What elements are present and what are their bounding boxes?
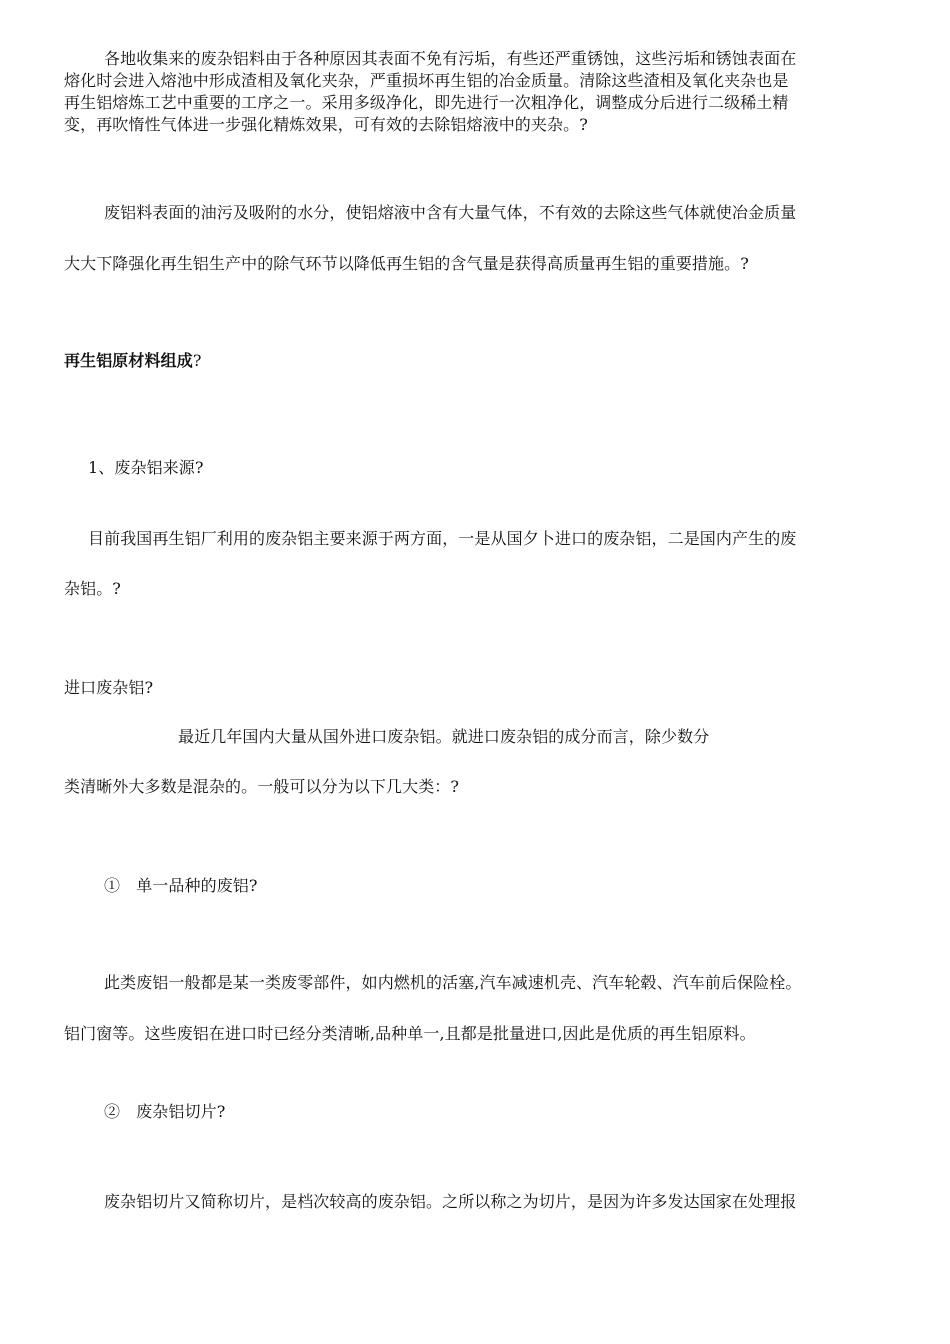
section-title-text: 再生铝原材料组成 (64, 351, 193, 370)
paragraph3-line1: 目前我国再生铝厂利用的废杂铝主要来源于两方面，一是从国夕卜进口的废杂铝，二是国内产生的废 (88, 529, 797, 548)
imported-title: 进口废杂铝? (64, 678, 154, 697)
item1-title: ① 单一品种的废铝? (104, 876, 258, 895)
paragraph3-line2: 杂铝。? (64, 579, 121, 598)
paragraph1-line2: 熔化时会进入熔池中形成渣相及氧化夹杂，严重损坏再生铝的冶金质量。清除这些渣相及氧化夹杂也是 (64, 71, 789, 90)
paragraph4-line2: 类清晰外大多数是混杂的。一般可以分为以下几大类：? (64, 777, 460, 796)
subsection1-title: 1、废杂铝来源? (88, 458, 204, 477)
paragraph1-line3: 再生铝熔炼工艺中重要的工序之一。采用多级净化，即先进行一次粗净化，调整成分后进行二级稀土精 (64, 93, 789, 112)
paragraph2-line2: 大大下降强化再生铝生产中的除气环节以降低再生铝的含气量是获得高质量再生铝的重要措施。? (64, 254, 749, 273)
paragraph4-line1: 最近几年国内大量从国外进口废杂铝。就进口废杂铝的成分而言，除少数分 (178, 727, 710, 746)
paragraph1-line1: 各地收集来的废杂铝料由于各种原因其表面不免有污垢，有些还严重锈蚀，这些污垢和锈蚀表面在 (104, 49, 797, 68)
paragraph1-line4: 变，再吹惰性气体进一步强化精炼效果，可有效的去除铝熔液中的夹杂。? (64, 115, 588, 134)
paragraph2-line1: 废铝料表面的油污及吸附的水分，使铝熔液中含有大量气体，不有效的去除这些气体就使冶金质量 (104, 203, 797, 222)
item2-title: ② 废杂铝切片? (104, 1102, 226, 1121)
section-title-suffix: ? (192, 351, 202, 370)
paragraph5-line1: 此类废铝一般都是某一类废零部件，如内燃机的活塞,汽车减速机壳、汽车轮毂、汽车前后保险栓。 (104, 973, 802, 992)
paragraph5-line2: 铝门窗等。这些废铝在进口时已经分类清晰,品种单一,且都是批量进口,因此是优质的再生铝原料。 (64, 1024, 756, 1043)
paragraph6-line1: 废杂铝切片又简称切片，是档次较高的废杂铝。之所以称之为切片，是因为许多发达国家在处理报 (104, 1192, 797, 1211)
section-title (64, 349, 202, 373)
